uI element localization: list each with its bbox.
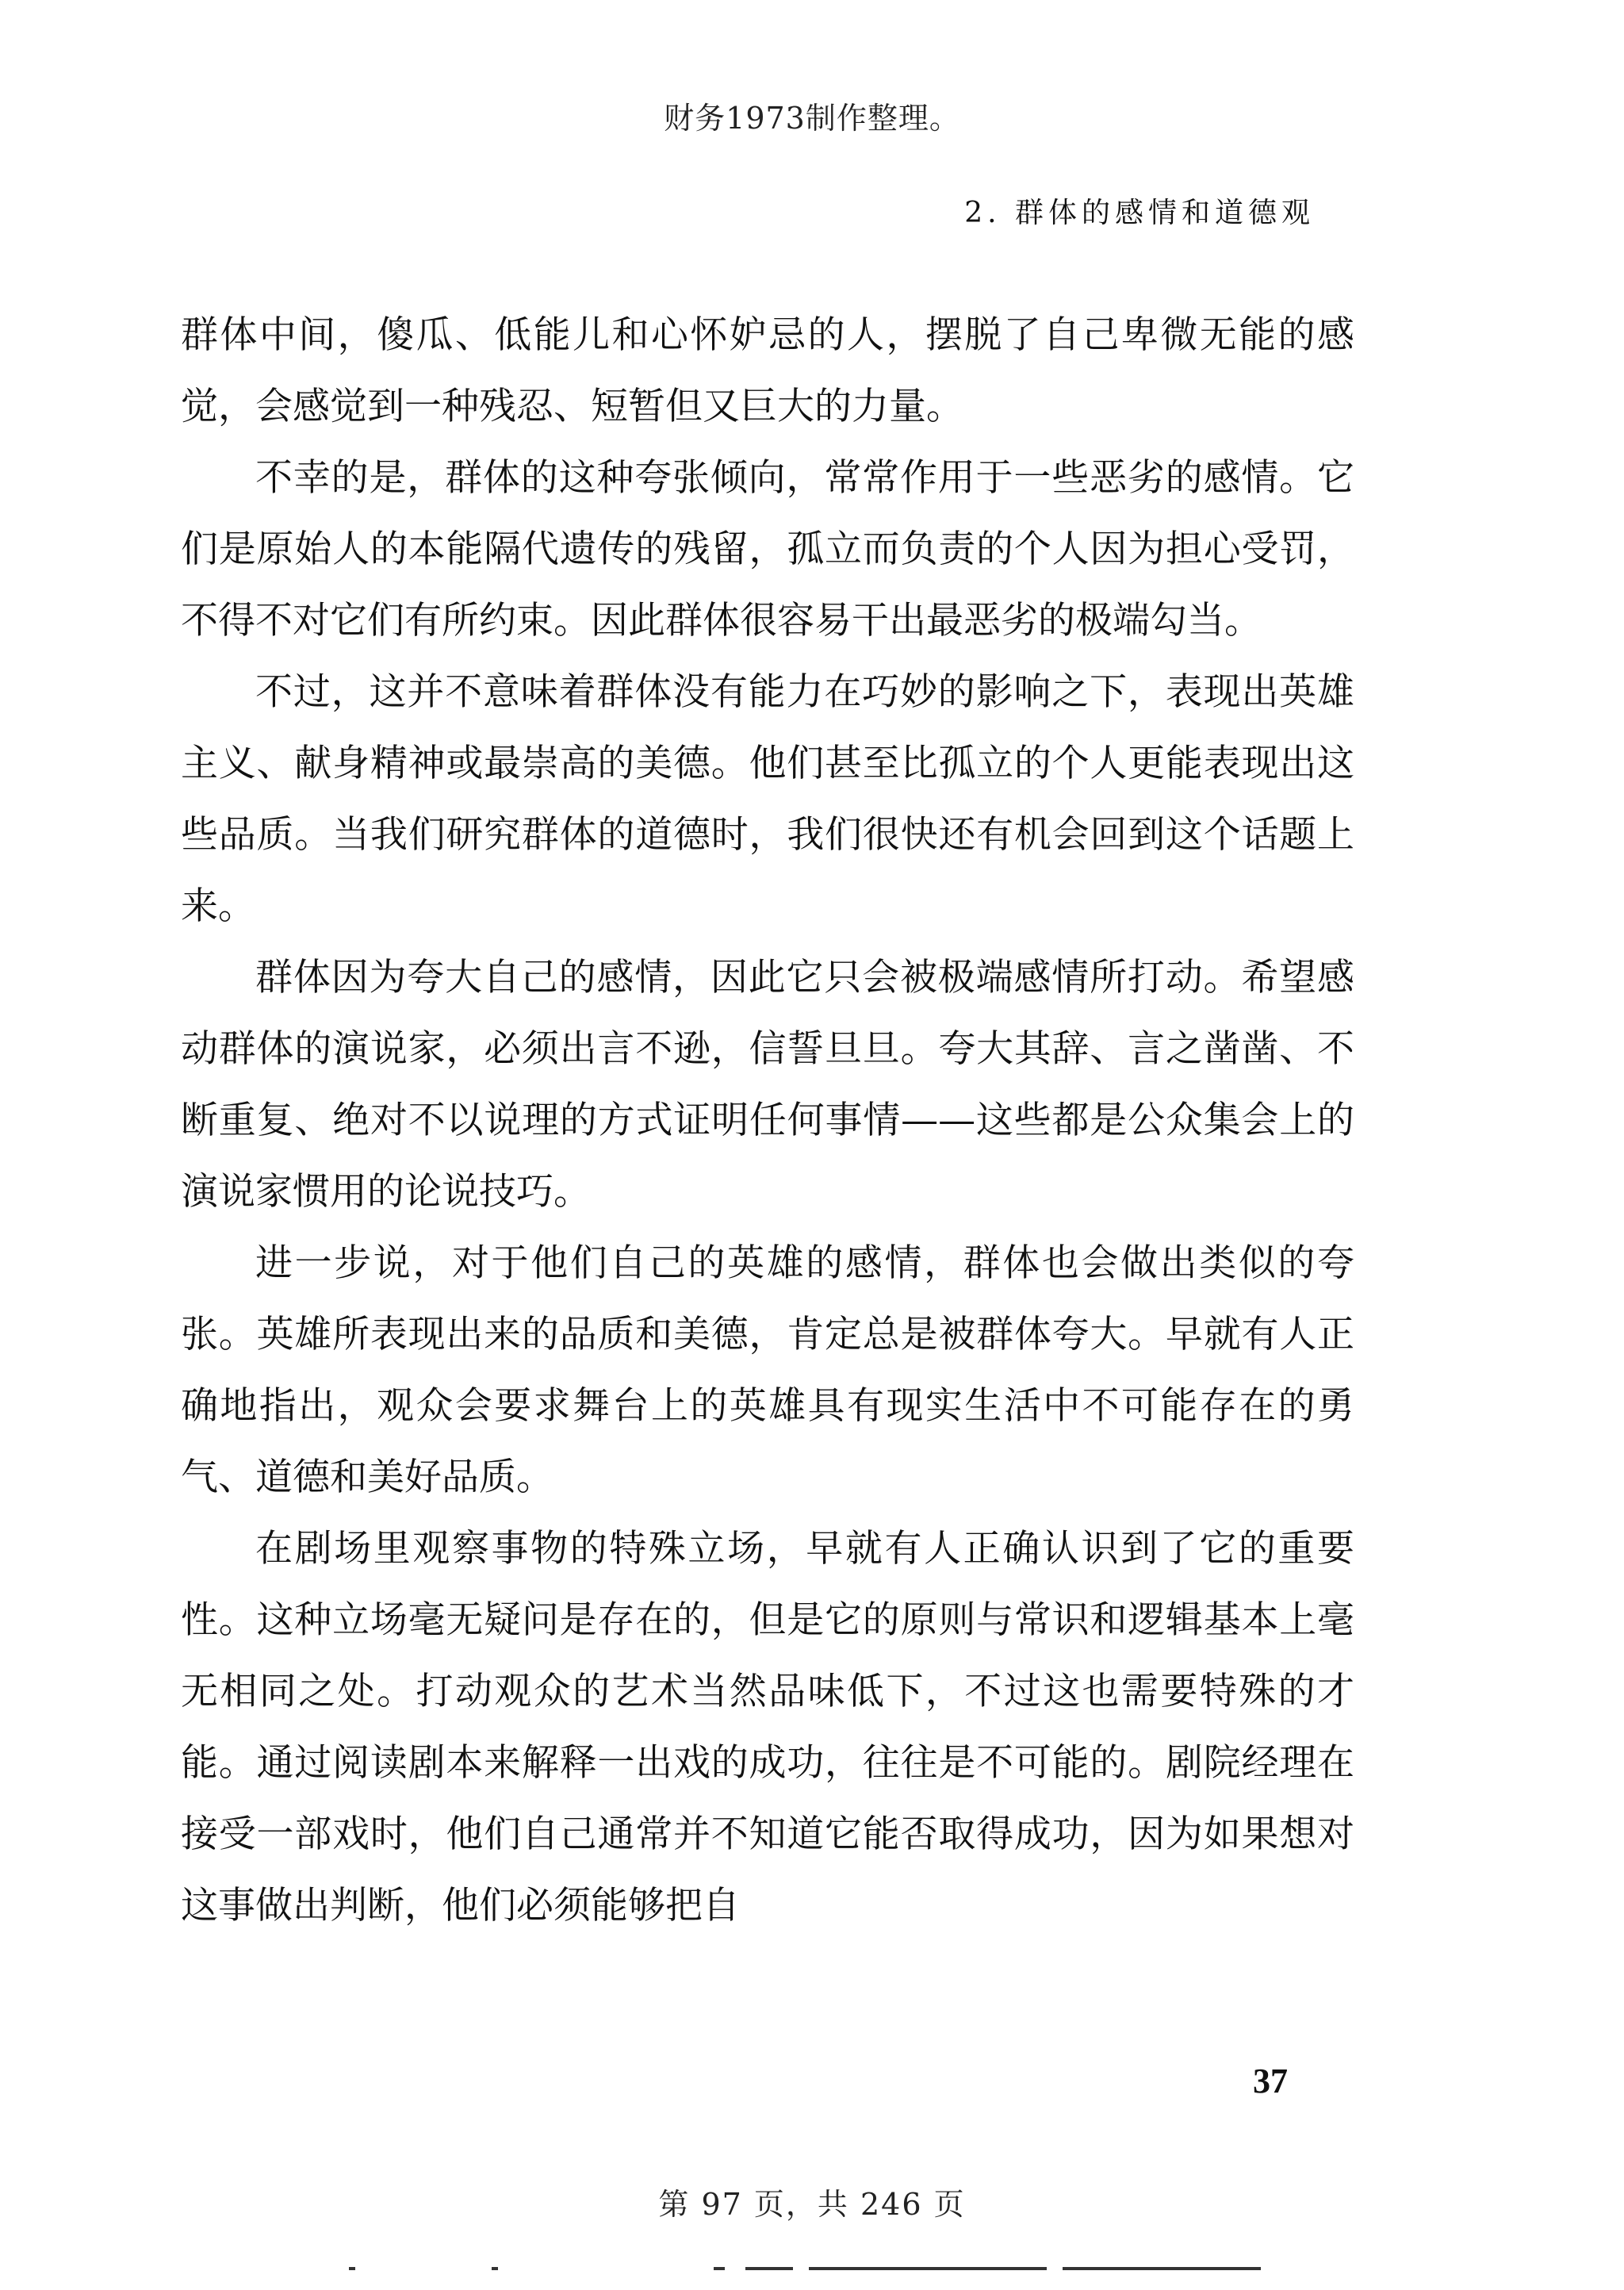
paragraph: 进一步说，对于他们自己的英雄的感情，群体也会做出类似的夸张。英雄所表现出来的品质和美德，肯定总是被群体夸大。早就有人正确地指出，观众会要求舞台上的英雄具有现实生活中不可能存在的勇气、道德和美好品质。	[181, 1241, 1354, 1499]
watermark-text: 财务1973制作整理。	[664, 101, 960, 136]
paragraph: 群体因为夸大自己的感情，因此它只会被极端感情所打动。希望感动群体的演说家，必须出言不逊，信誓旦旦。夸大其辞、言之凿凿、不断重复、绝对不以说理的方式证明任何事情——这些都是公众集会上的演说家惯用的论说技巧。	[181, 956, 1354, 1214]
paragraph: 在剧场里观察事物的特殊立场，早就有人正确认识到了它的重要性。这种立场毫无疑问是存在的，但是它的原则与常识和逻辑基本上毫无相同之处。打动观众的艺术当然品味低下，不过这也需要特殊的才能。通过阅读剧本来解释一出戏的成功，往往是不可能的。剧院经理在接受一部戏时，他们自己通常并不知道它能否取得成功，因为如果想对这事做出判断，他们必须能够把自	[181, 1527, 1354, 1928]
page-number: 37	[1253, 2062, 1288, 2100]
paragraph: 群体中间，傻瓜、低能儿和心怀妒忌的人，摆脱了自己卑微无能的感觉，会感觉到一种残忍、短暂但又巨大的力量。	[181, 313, 1354, 428]
paragraph: 不幸的是，群体的这种夸张倾向，常常作用于一些恶劣的感情。它们是原始人的本能隔代遗传的残留，孤立而负责的个人因为担心受罚，不得不对它们有所约束。因此群体很容易干出最恶劣的极端勾当。	[181, 456, 1354, 643]
page-indicator: 第 97 页，共 246 页	[658, 2187, 966, 2222]
body-text	[181, 300, 1354, 1942]
running-head: 2. 群体的感情和道德观	[964, 197, 1315, 229]
scan-artifact-line	[349, 2267, 1285, 2275]
paragraph: 不过，这并不意味着群体没有能力在巧妙的影响之下，表现出英雄主义、献身精神或最崇高的美德。他们甚至比孤立的个人更能表现出这些品质。当我们研究群体的道德时，我们很快还有机会回到这个话题上来。	[181, 670, 1354, 928]
